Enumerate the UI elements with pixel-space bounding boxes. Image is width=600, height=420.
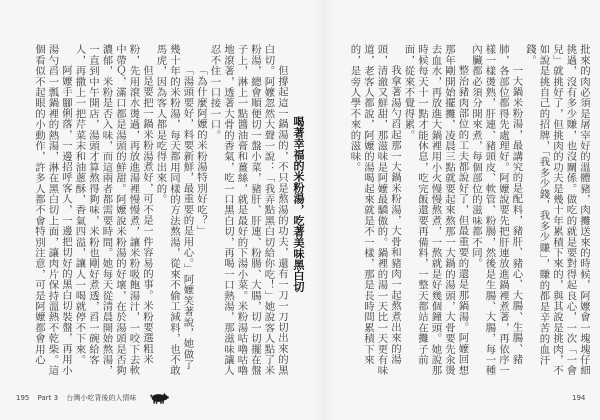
right-paragraph-2: 一大鍋米粉湯，最講究的是配料，豬肝、豬心、大腸、生腸、豬肺，各部位都得先處理好。阿嬤說要先把肝連放進鍋裡煮著，再依序一樣一樣燙熟，肝連、豬頭皮、軟管、粉腸，然後是生腸、大腸，每一種內臟都必須分開來煮，每個部位的滋味都不同。 <box>470 44 523 376</box>
left-paragraph-1: 但撐起這一鍋湯的，不只是熬湯的功夫，還有一刀一刀切出來的黑白切。阿嬤忽然大聲一說：「我弄點黑白切給你吃！」她說客人點了米粉湯，總會順便切一盤小菜，豬肝、肝連、粉腸、大腸，切一切擺在盤子上，淋上一點醬油膏和薑絲，就是最好的下湯小菜。米粉湯咕嚕咕嚕地滾著，透著大骨的香氣，吃一口黑白切，再喝一口熱湯，那滋味讓人忍不住一口接一口。 <box>208 44 288 376</box>
left-paragraph-5: 阿嬤手腳俐落，一邊招呼客人，一邊把切好的黑白切裝盤，再用小湯勺舀一瓢鍋裡的熱湯，淋在黑白切上面，讓肉片保持溫熱不乾柴。這個看似不起眼的小動作，許多人都不會特別注意，可是阿嬤都會用心 <box>33 44 72 376</box>
pig-icon <box>149 392 169 404</box>
left-paragraph-answer: 「湯頭要好，料要新鮮，最重要的是用心。」阿嬤笑著說，她做了幾十年的米粉湯，每天都用同樣的方法熬湯，從來不偷工減料，也不敢馬虎，因為客人都是吃得出來的。 <box>154 44 194 376</box>
page-gutter <box>312 0 334 420</box>
right-paragraph-3: 整治豬肉部位的工夫都說好了，但最重要的還是那鍋湯。阿嬤回想那年剛開始擺攤，凌晨三點就要起來熬那一大鍋的湯頭，大骨要先汆燙去血水，再放進大鍋裡用小火慢慢熬煮，一熬就是好幾個鐘頭。她說那時候每天十一點才能休息，吃完飯還要再備料，一整天都站在攤子前面，從來不覺得累。 <box>402 44 469 376</box>
right-page-number: 194 <box>572 394 586 402</box>
running-head-title: 台灣小吃背後的人情味 <box>66 394 137 402</box>
left-page-body <box>20 44 288 378</box>
right-paragraph-1: 批來的肉必須是屠宰好的溫體豬，肉攤送來的時候，阿嬤會一塊塊仔細挑過，沒有多少賺，也沒關係。做吃的就是要對得起良心，一次「一會兒」就挑好了，但挑肉的功夫是幾十年累積下來的，與其說是挑肉，不如說是挑自己的招牌，「我多少錢，我多少賺」，賺的都是辛苦的血汗錢。 <box>524 44 590 376</box>
running-head-part: Part 3 <box>37 394 59 402</box>
right-page-body <box>338 44 590 378</box>
left-paragraph-4: 但是要把一鍋米粉湯煮好，可不是一件容易的事。米粉要選粗米粉，先用滾水燙過，再放進湯裡慢慢煮，讓米粉吸飽湯汁，一咬下去軟中帶Ｑ，滿口都是湯頭的鮮甜。阿嬤說米粉湯的好壞，在於湯頭是否夠濃郁，米粉是否入味，而這兩者都需要時間。她每天從清晨開始熬湯，一直到中午開店，湯頭才算熬得夠味，米粉也剛好煮透，舀一碗給客人，再撒上一把芹菜末和油蔥酥，香氣四溢，讓人一喝就停不下來。 <box>73 44 153 376</box>
right-paragraph-4: 我拿著湯勺舀起那一大鍋米粉湯，大骨和豬肉一起熬煮出來的湯頭，清澈又鮮甜，那滋味是阿嬤最驕傲的。鍋裡的湯一天比一天更有味道，老客人都說，阿嬤的湯喝起來就是不一樣，那是長時間累積下來的，是旁人學不來的滋味。 <box>348 44 401 376</box>
section-heading: 喝著幸福的米粉湯，吃著美味黑白切 <box>292 116 305 292</box>
left-page-number: 195 <box>16 394 30 402</box>
left-page-footer <box>16 392 166 404</box>
left-paragraph-question: 「為什麼阿嬤的米粉湯特別好吃？」 <box>195 64 207 236</box>
right-page-footer <box>572 392 592 404</box>
